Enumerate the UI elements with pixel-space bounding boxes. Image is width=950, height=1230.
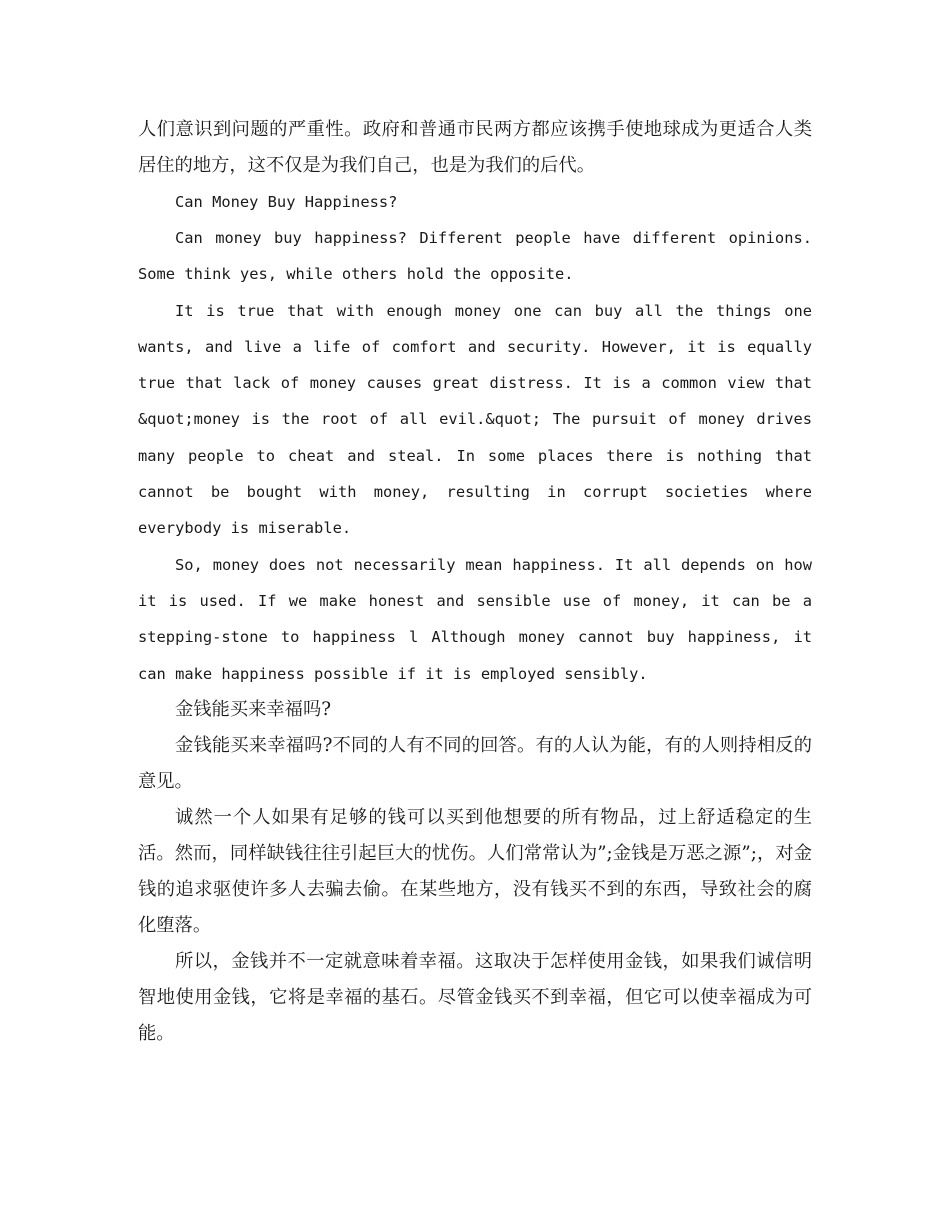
- zh-paragraph-3: 所以，金钱并不一定就意味着幸福。这取决于怎样使用金钱，如果我们诚信明智地使用金钱，它将是幸福的基石。尽管金钱买不到幸福，但它可以使幸福成为可能。: [138, 950, 812, 1044]
- intro-paragraph-zh: 人们意识到问题的严重性。政府和普通市民两方都应该携手使地球成为更适合人类居住的地方，这不仅是为我们自己，也是为我们的后代。: [138, 119, 812, 176]
- essay-title-zh: 金钱能买来幸福吗?: [175, 698, 332, 720]
- en-paragraph-3: So, money does not necessarily mean happiness. It all depends on how it is used. If we make honest and sensible use of money, it can be a stepping-stone to happiness l Although money cannot buy happiness, it can make happiness possible if it is employed sensibly.: [138, 555, 812, 683]
- en-paragraph-2: It is true that with enough money one can buy all the things one wants, and live a life of comfort and security. However, it is equally true that lack of money causes great distress. It is a common view that &quot;money is the root of all evil.&quot; The pursuit of money drives many people to cheat and steal. In some places there is nothing that cannot be bought with money, resulting in corrupt societies where everybody is miserable.: [138, 301, 812, 538]
- zh-paragraph-1: 金钱能买来幸福吗?不同的人有不同的回答。有的人认为能，有的人则持相反的意见。: [138, 734, 812, 792]
- en-paragraph-1: Can money buy happiness? Different people have different opinions. Some think yes, while others hold the opposite.: [138, 229, 812, 284]
- zh-paragraph-2: 诚然一个人如果有足够的钱可以买到他想要的所有物品，过上舒适稳定的生活。然而，同样缺钱往往引起巨大的忧伤。人们常常认为”;金钱是万恶之源”;，对金钱的追求驱使许多人去骗去偷。在某些地方，没有钱买不到的东西，导致社会的腐化堕落。: [138, 806, 812, 936]
- document-body: [138, 112, 812, 1052]
- essay-title-en: Can Money Buy Happiness?: [175, 193, 398, 211]
